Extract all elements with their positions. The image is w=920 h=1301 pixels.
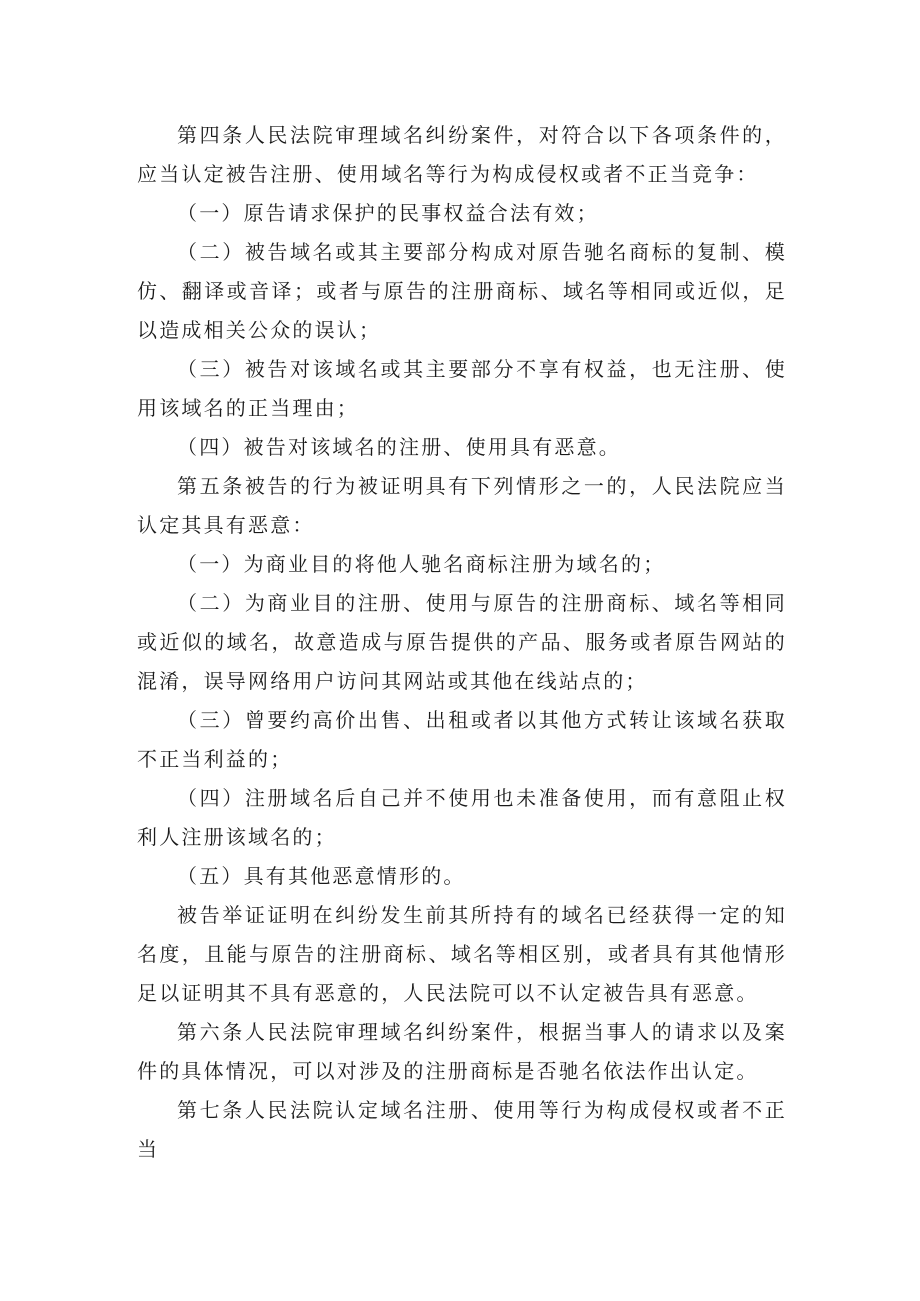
article-7-paragraph: 第七条人民法院认定域名注册、使用等行为构成侵权或者不正当 (137, 1098, 787, 1161)
article-5-paragraph: 第五条被告的行为被证明具有下列情形之一的，人民法院应当认定其具有恶意： (137, 474, 787, 537)
article-4-item-4: （四）被告对该域名的注册、使用具有恶意。 (177, 435, 621, 459)
article-5-exception-paragraph: 被告举证证明在纠纷发生前其所持有的域名已经获得一定的知名度，且能与原告的注册商标、域名等相区别，或者具有其他情形足以证明其不具有恶意的，人民法院可以不认定被告具有恶意。 (137, 903, 787, 1005)
article-5-item-2: （二）为商业目的注册、使用与原告的注册商标、域名等相同或近似的域名，故意造成与原告提供的产品、服务或者原告网站的混淆，误导网络用户访问其网站或其他在线站点的； (137, 591, 787, 693)
article-4-item-3: （三）被告对该域名或其主要部分不享有权益，也无注册、使用该域名的正当理由； (137, 357, 787, 420)
article-4-item-2: （二）被告域名或其主要部分构成对原告驰名商标的复制、模仿、翻译或音译；或者与原告的注册商标、域名等相同或近似，足以造成相关公众的误认； (137, 240, 787, 342)
article-5-item-4: （四）注册域名后自己并不使用也未准备使用，而有意阻止权利人注册该域名的； (137, 786, 787, 849)
article-4-item-1: （一）原告请求保护的民事权益合法有效； (177, 201, 599, 225)
article-5-item-1: （一）为商业目的将他人驰名商标注册为域名的； (177, 552, 666, 576)
article-4-paragraph: 第四条人民法院审理域名纠纷案件，对符合以下各项条件的，应当认定被告注册、使用域名等行为构成侵权或者不正当竞争： (137, 123, 787, 186)
article-5-item-3: （三）曾要约高价出售、出租或者以其他方式转让该域名获取不正当利益的； (137, 708, 787, 771)
article-6-paragraph: 第六条人民法院审理域名纠纷案件，根据当事人的请求以及案件的具体情况，可以对涉及的注册商标是否驰名依法作出认定。 (137, 1020, 787, 1083)
article-5-item-5: （五）具有其他恶意情形的。 (177, 864, 466, 888)
